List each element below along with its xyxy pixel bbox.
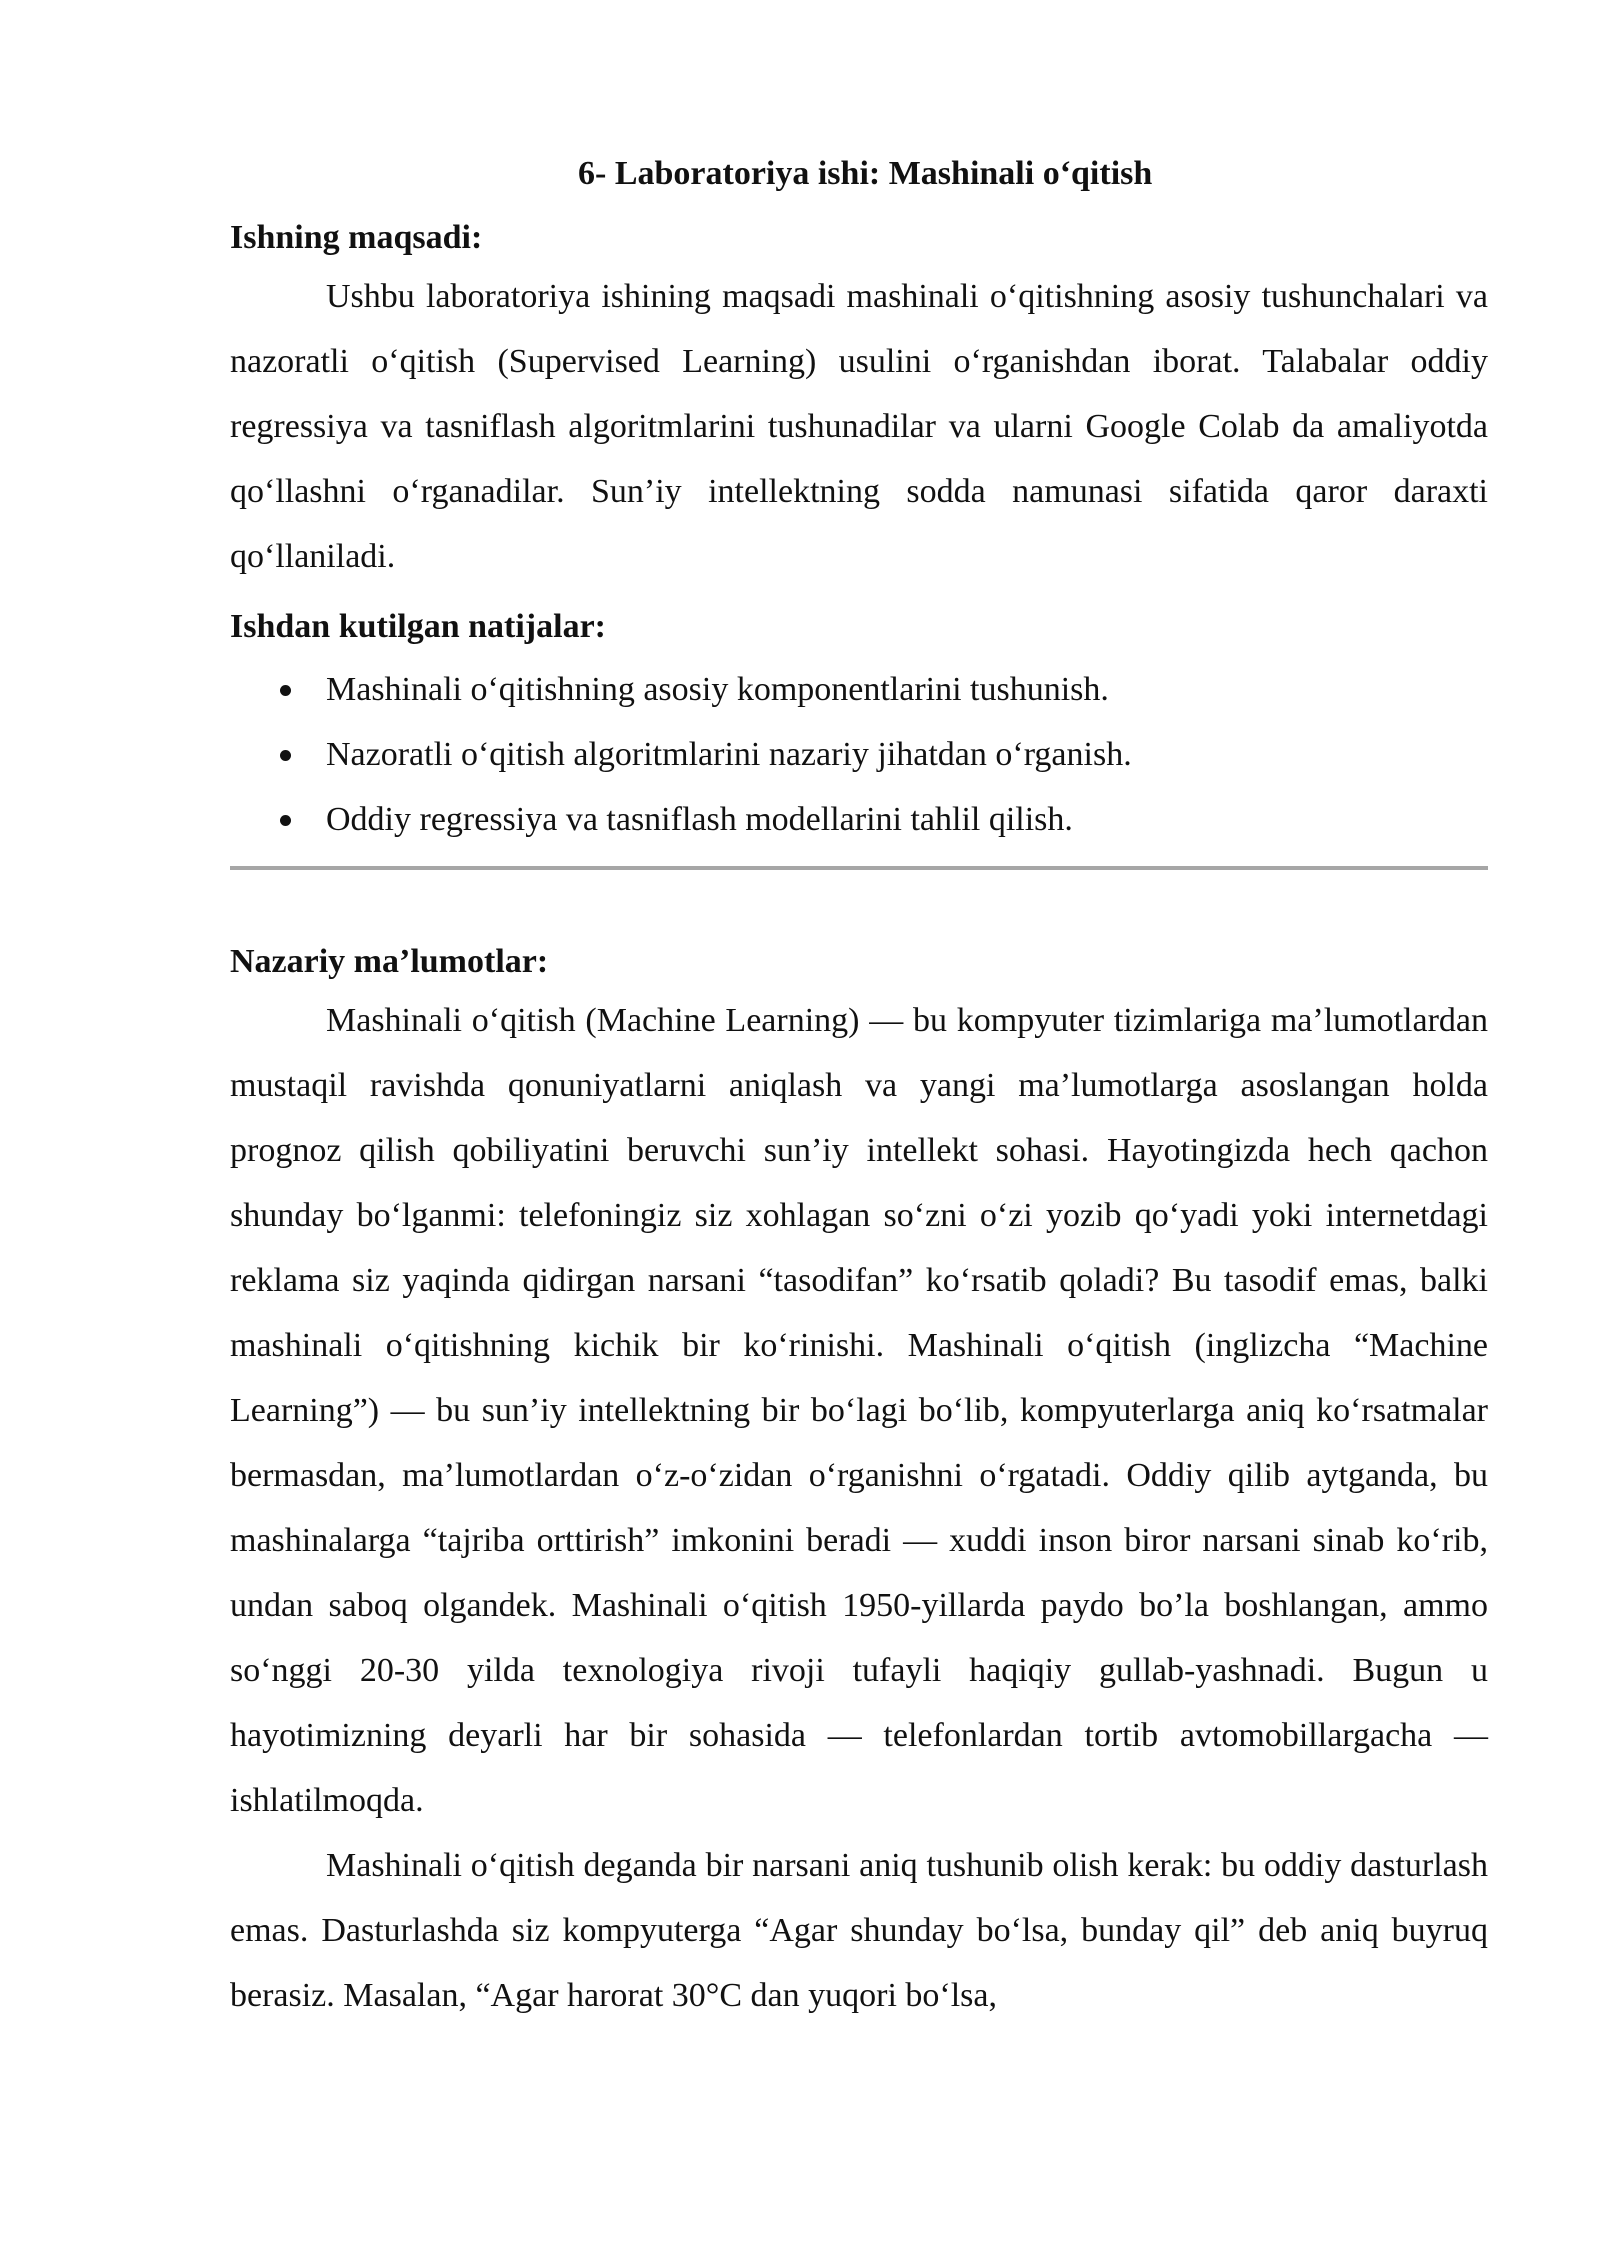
theory-heading: Nazariy ma’lumotlar: — [230, 943, 549, 980]
list-item — [230, 787, 1488, 852]
outcomes-list — [230, 657, 1488, 852]
document-page — [230, 148, 1488, 2028]
section-divider — [230, 866, 1488, 870]
theory-paragraph-2: Mashinali o‘qitish deganda bir narsani aniq tushunib olish kerak: bu oddiy dasturlash emas. Dasturlashda siz kompyuterga “Agar shunday bo‘lsa, bunday qil” deb aniq buyruq berasiz. Masalan, “Agar harorat 30°C dan yuqori bo‘lsa, — [230, 1847, 1488, 2014]
list-item-text: Mashinali o‘qitishning asosiy komponentlarini tushunish. — [326, 671, 1109, 708]
theory-paragraph-1: Mashinali o‘qitish (Machine Learning) — bu kompyuter tizimlariga ma’lumotlardan mustaqil ravishda qonuniyatlarni aniqlash va yangi ma’lumotlarga asoslangan holda prognoz qilish qobiliyatini beruvchi sun’iy intellekt sohasi. Hayotingizda hech qachon shunday bo‘lganmi: telefoningiz siz xohlagan so‘zni o‘zi yozib qo‘yadi yoki internetdagi reklama siz yaqinda qidirgan narsani “tasodifan” ko‘rsatib qoladi? Bu tasodif emas, balki mashinali o‘qitishning kichik bir ko‘rinishi. Mashinali o‘qitish (inglizcha “Machine Learning”) — bu sun’iy intellektning bir bo‘lagi bo‘lib, kompyuterlarga aniq ko‘rsatmalar bermasdan, ma’lumotlardan o‘z-o‘zidan o‘rganishni o‘rgatadi. Oddiy qilib aytganda, bu mashinalarga “tajriba orttirish” imkonini beradi — xuddi inson biror narsani sinab ko‘rib, undan saboq olgandek. Mashinali o‘qitish 1950-yillarda paydo bo’la boshlangan, ammo so‘nggi 20-30 yilda texnologiya rivoji tufayli haqiqiy gullab-yashnadi. Bugun u hayotimizning deyarli har bir sohasida — telefonlardan tortib avtomobillargacha — ishlatilmoqda. — [230, 1002, 1488, 1819]
goal-heading: Ishning maqsadi: — [230, 219, 483, 256]
bullet-icon — [280, 750, 291, 761]
goal-paragraph: Ushbu laboratoriya ishining maqsadi mashinali o‘qitishning asosiy tushunchalari va nazoratli o‘qitish (Supervised Learning) usulini o‘rganishdan iborat. Talabalar oddiy regressiya va tasniflash algoritmlarini tushunadilar va ularni Google Colab da amaliyotda qo‘llashni o‘rganadilar. Sun’iy intellektning sodda namunasi sifatida qaror daraxti qo‘llaniladi. — [230, 278, 1488, 575]
list-item-text: Oddiy regressiya va tasniflash modellarini tahlil qilish. — [326, 801, 1073, 838]
outcomes-heading: Ishdan kutilgan natijalar: — [230, 608, 606, 645]
bullet-icon — [280, 685, 291, 696]
list-item — [230, 657, 1488, 722]
list-item — [230, 722, 1488, 787]
bullet-icon — [280, 815, 291, 826]
document-title: 6- Laboratoriya ishi: Mashinali o‘qitish — [578, 155, 1153, 192]
list-item-text: Nazoratli o‘qitish algoritmlarini nazariy jihatdan o‘rganish. — [326, 736, 1132, 773]
